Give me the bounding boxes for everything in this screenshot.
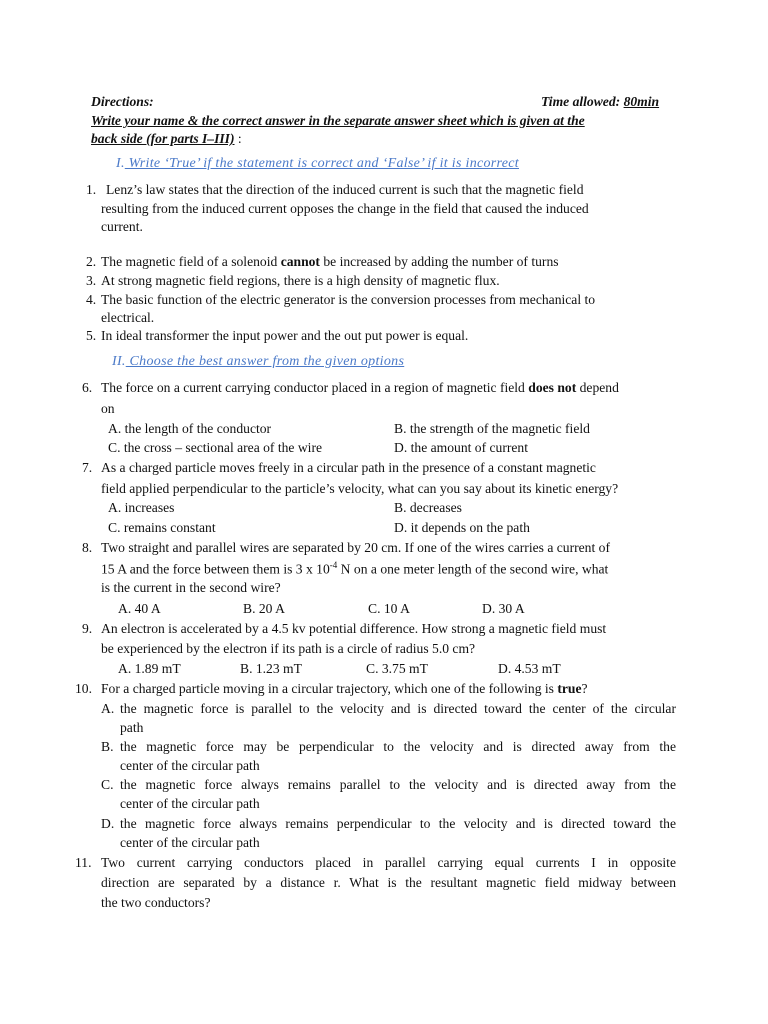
exponent: -4 [329,560,338,570]
statement-1-line-2: resulting from the induced current opposes the change in the field that caused the induced [101,201,589,216]
q10-option-b-letter: B. [101,739,114,754]
question-text: The force on a current carrying conductor placed in a region of magnetic field [101,380,529,395]
question-7-line-1: As a charged particle moves freely in a circular path in the presence of a constant magnetic [101,460,596,475]
question-8-line-3: is the current in the second wire? [101,580,281,595]
part-1-numeral: I. [116,156,125,171]
instruction-line-2 [91,131,242,147]
statement-text: be increased by adding the number of turns [319,254,559,269]
instruction-colon: : [234,131,242,146]
q6-option-a: A. the length of the conductor [108,421,272,436]
statement-1-line-3: current. [101,219,143,234]
question-emphasis: does not [528,380,577,395]
statement-text: The magnetic field of a solenoid [101,254,281,269]
part-1-title: Write ‘True’ if the statement is correct and ‘False’ if it is incorrect [124,156,519,171]
part-2-title: Choose the best answer from the given options [125,354,405,369]
part-2-numeral: II. [112,354,126,369]
q7-option-a: A. increases [108,500,175,515]
question-7-line-2: field applied perpendicular to the particle’s velocity, what can you say about its kinetic energy? [101,481,619,496]
q7-option-d: D. it depends on the path [394,520,530,535]
q10-option-b-line-1: the magnetic force may be perpendicular to the velocity and is directed away from the [120,739,676,754]
question-11-line-1: Two current carrying conductors placed in parallel carrying equal currents I in opposite [101,855,676,870]
question-text: ? [581,681,588,696]
item-number: 5. [86,328,97,343]
statement-3: At strong magnetic field regions, there is a high density of magnetic flux. [101,273,500,288]
directions-label: Directions: [91,94,154,109]
q9-option-a: A. 1.89 mT [118,661,181,676]
question-emphasis: true [557,681,582,696]
question-11-line-2: direction are separated by a distance r. What is the resultant magnetic field midway between [101,875,676,890]
instruction-line-1: Write your name & the correct answer in the separate answer sheet which is given at the [91,113,585,128]
q10-option-c-letter: C. [101,777,114,792]
time-label: Time allowed: [541,94,624,109]
statement-emphasis: cannot [280,254,320,269]
part-2-heading [112,354,404,370]
question-text: 15 A and the force between them is 3 x 10 [101,561,330,577]
part-1-heading [116,156,519,172]
q10-option-c-line-2: center of the circular path [120,796,260,811]
question-6-line-2: on [101,401,115,416]
q8-option-a: A. 40 A [118,601,161,616]
q10-option-a-letter: A. [101,701,115,716]
question-6-line-1 [101,380,619,396]
question-8-line-1: Two straight and parallel wires are separated by 20 cm. If one of the wires carries a current of [101,540,610,555]
question-text: N on a one meter length of the second wire, what [337,561,609,577]
q8-option-c: C. 10 A [368,601,410,616]
q10-option-d-letter: D. [101,816,115,831]
q10-option-d-line-2: center of the circular path [120,835,260,850]
q6-option-b: B. the strength of the magnetic field [394,421,590,436]
q6-option-d: D. the amount of current [394,440,529,455]
q10-option-b-line-2: center of the circular path [120,758,260,773]
question-number: 6. [82,380,93,395]
time-value: 80min [623,94,660,109]
question-text: depend [576,380,619,395]
q10-option-a-line-2: path [120,720,144,735]
question-text: For a charged particle moving in a circular trajectory, which one of the following is [101,681,558,696]
item-number: 3. [86,273,97,288]
item-number: 2. [86,254,97,269]
statement-2 [101,254,559,270]
q9-option-d: D. 4.53 mT [498,661,561,676]
q8-option-b: B. 20 A [243,601,285,616]
q10-option-d-line-1: the magnetic force always remains perpendicular to the velocity and is directed toward the [120,816,676,831]
q7-option-c: C. remains constant [108,520,216,535]
question-11-line-3: the two conductors? [101,895,211,910]
q7-option-b: B. decreases [394,500,462,515]
statement-1-line-1: Lenz’s law states that the direction of the induced current is such that the magnetic field [106,182,584,197]
question-number: 8. [82,540,93,555]
q9-option-b: B. 1.23 mT [240,661,302,676]
q9-option-c: C. 3.75 mT [366,661,428,676]
question-9-line-2: be experienced by the electron if its path is a circle of radius 5.0 cm? [101,641,476,656]
question-9-line-1: An electron is accelerated by a 4.5 kv potential difference. How strong a magnetic field must [101,621,607,636]
q8-option-d: D. 30 A [482,601,525,616]
statement-5: In ideal transformer the input power and the out put power is equal. [101,328,469,343]
question-number: 7. [82,460,93,475]
item-number: 4. [86,292,97,307]
statement-4-line-2: electrical. [101,310,155,325]
q10-option-c-line-1: the magnetic force always remains parallel to the velocity and is directed away from the [120,777,676,792]
q6-option-c: C. the cross – sectional area of the wire [108,440,323,455]
question-10-stem [101,681,588,697]
question-8-line-2 [101,560,608,578]
question-number: 9. [82,621,93,636]
q10-option-a-line-1: the magnetic force is parallel to the velocity and is directed toward the center of the circular [120,701,676,716]
item-number: 1. [86,182,97,197]
statement-4-line-1: The basic function of the electric generator is the conversion processes from mechanical to [101,292,596,307]
instruction-text: back side (for parts I–III) [91,131,235,146]
question-number: 11. [75,855,92,870]
question-number: 10. [75,681,92,696]
time-allowed [541,94,659,110]
